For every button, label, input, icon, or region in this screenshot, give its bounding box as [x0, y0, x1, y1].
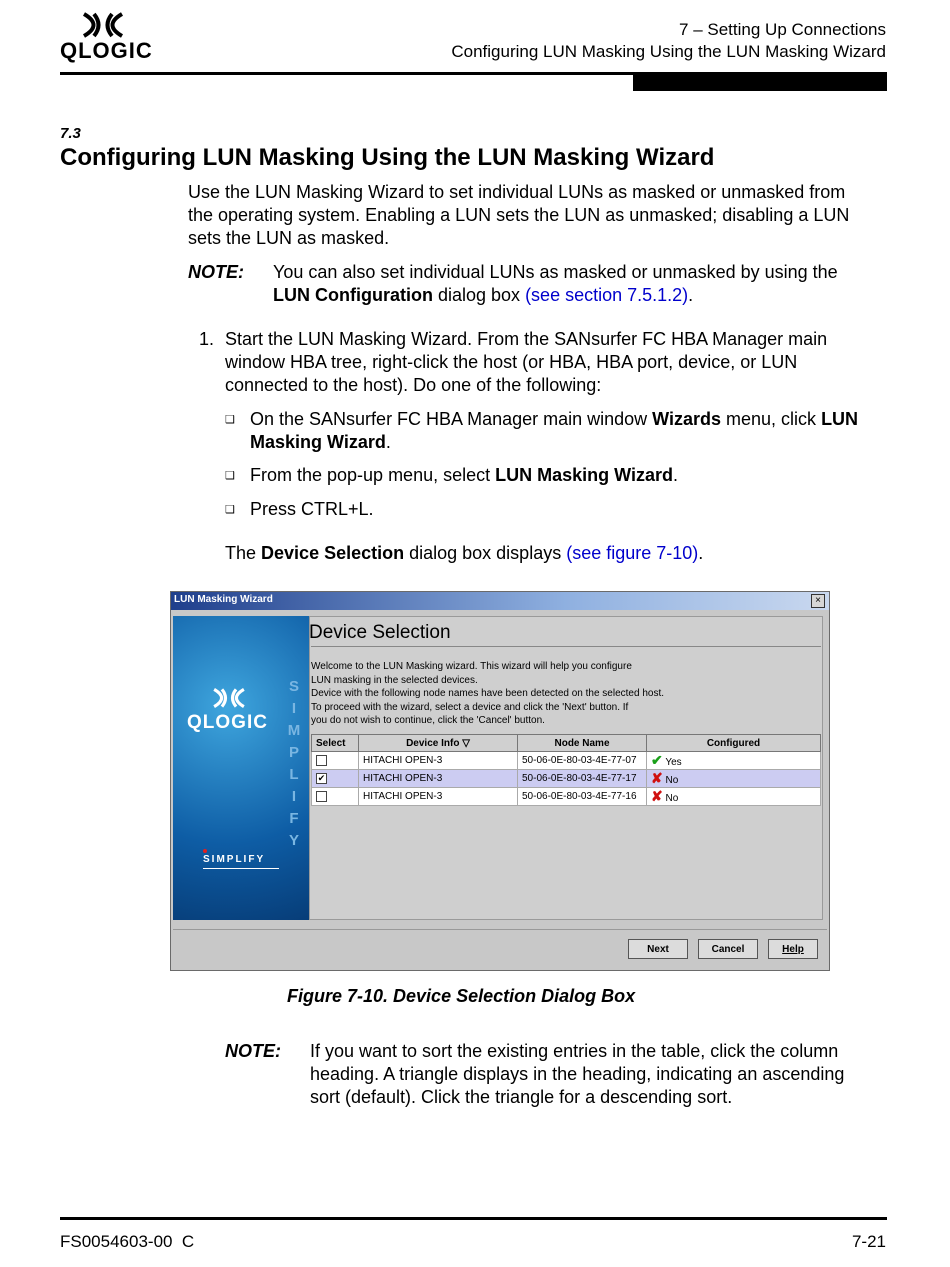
select-checkbox[interactable] — [316, 791, 327, 802]
table-row[interactable] — [312, 770, 821, 788]
select-checkbox[interactable]: ✔ — [317, 772, 326, 783]
dialog-titlebar — [171, 592, 829, 610]
check-icon: ✔ — [651, 752, 663, 768]
device-selection-heading: Device Selection — [309, 622, 451, 643]
logo-text: QLOGIC — [60, 38, 153, 63]
bullet-icon: ❑ — [225, 470, 235, 482]
cross-icon: ✘ — [651, 770, 663, 786]
section-number: 7.3 — [60, 125, 81, 142]
footer-rule — [60, 1217, 887, 1220]
welcome-text: Welcome to the LUN Masking wizard. This wizard will help you configure LUN masking in the selected devices. Device with the following node names have been detected on the selected host. To proceed with the wizard, select a device and click the 'Next' button. If you do not wish to continue, click the 'Cancel' button. — [311, 661, 665, 726]
lun-masking-wizard-dialog — [170, 591, 830, 971]
dialog-reference: The Device Selection dialog box displays (see figure 7-10). — [225, 543, 704, 563]
button-divider — [173, 929, 827, 930]
qlogic-logo-icon — [80, 10, 126, 40]
heading-divider — [311, 646, 821, 647]
section-title: Configuring LUN Masking Using the LUN Masking Wizard — [60, 144, 715, 171]
node-name-cell: 50-06-0E-80-03-4E-77-17 — [518, 770, 647, 788]
select-checkbox[interactable] — [316, 755, 327, 766]
chapter-header: 7 – Setting Up Connections — [679, 20, 886, 39]
device-info-cell: HITACHI OPEN-3 — [359, 770, 518, 788]
bullet-item-shortcut: Press CTRL+L. — [250, 499, 374, 519]
next-button[interactable]: Next — [628, 939, 688, 959]
page-number: 7-21 — [851, 1232, 886, 1251]
figure-link[interactable]: (see figure 7-10) — [566, 543, 699, 563]
configured-cell: No — [665, 775, 679, 786]
intro-paragraph: Use the LUN Masking Wizard to set individual LUNs as masked or unmasked from the operating system. Enabling a LUN sets the LUN as unmasked; disabling a LUN sets the LUN as masked. — [188, 182, 850, 248]
help-button[interactable]: Help — [768, 939, 818, 959]
header-tab-bar — [633, 75, 887, 91]
note-text: If you want to sort the existing entries in the table, click the column heading. A triangle displays in the heading, indicating an ascending sort (default). Click the triangle for a descending sort. — [310, 1041, 845, 1107]
wizard-side-banner — [173, 616, 309, 920]
node-name-cell: 50-06-0E-80-03-4E-77-07 — [518, 752, 647, 770]
dialog-title: LUN Masking Wizard — [174, 594, 273, 605]
side-vertical-text: S I M P L I F Y — [287, 678, 301, 849]
note-label: NOTE: — [225, 1041, 281, 1061]
bullet-icon: ❑ — [225, 414, 235, 426]
close-icon[interactable]: × — [811, 594, 825, 608]
side-dot — [203, 849, 207, 853]
bullet-item-wizards-menu: On the SANsurfer FC HBA Manager main window Wizards menu, click LUN Masking Wizard. — [250, 409, 859, 452]
table-row[interactable] — [312, 788, 821, 806]
node-name-cell: 50-06-0E-80-03-4E-77-16 — [518, 788, 647, 806]
document-id: FS0054603-00 C — [60, 1232, 195, 1251]
bullet-item-popup-menu: From the pop-up menu, select LUN Masking Wizard. — [250, 465, 678, 485]
section-link[interactable]: (see section 7.5.1.2) — [525, 285, 689, 305]
cross-icon: ✘ — [651, 788, 663, 804]
column-header-device-info[interactable]: Device Info ▽ — [359, 735, 518, 752]
configured-cell: No — [665, 793, 679, 804]
column-header-select[interactable]: Select — [312, 735, 359, 752]
step-number: 1. — [199, 329, 215, 349]
table-row[interactable] — [312, 752, 821, 770]
bullet-icon: ❑ — [225, 504, 235, 516]
cancel-button[interactable]: Cancel — [698, 939, 758, 959]
device-table — [311, 734, 821, 806]
step-text: Start the LUN Masking Wizard. From the SANsurfer FC HBA Manager main window HBA tree, right-click the host (or HBA, HBA port, device, or LUN connected to the host). Do one of the following: — [225, 329, 828, 395]
side-simplify-text: SIMPLIFY — [203, 854, 266, 865]
device-info-cell: HITACHI OPEN-3 — [359, 752, 518, 770]
side-logo-text: QLOGIC — [187, 712, 268, 733]
note-label: NOTE: — [188, 262, 244, 282]
side-underline — [203, 868, 279, 869]
note-text: You can also set individual LUNs as masked or unmasked by using the LUN Configuration dialog box (see section 7.5.1.2). — [273, 262, 838, 305]
qlogic-logo-icon — [211, 686, 247, 710]
device-info-cell: HITACHI OPEN-3 — [359, 788, 518, 806]
figure-caption: Figure 7-10. Device Selection Dialog Box — [287, 986, 636, 1006]
column-header-configured[interactable]: Configured — [647, 735, 821, 752]
column-header-node-name[interactable]: Node Name — [518, 735, 647, 752]
configured-cell: Yes — [665, 757, 682, 768]
section-header: Configuring LUN Masking Using the LUN Masking Wizard — [451, 42, 886, 61]
